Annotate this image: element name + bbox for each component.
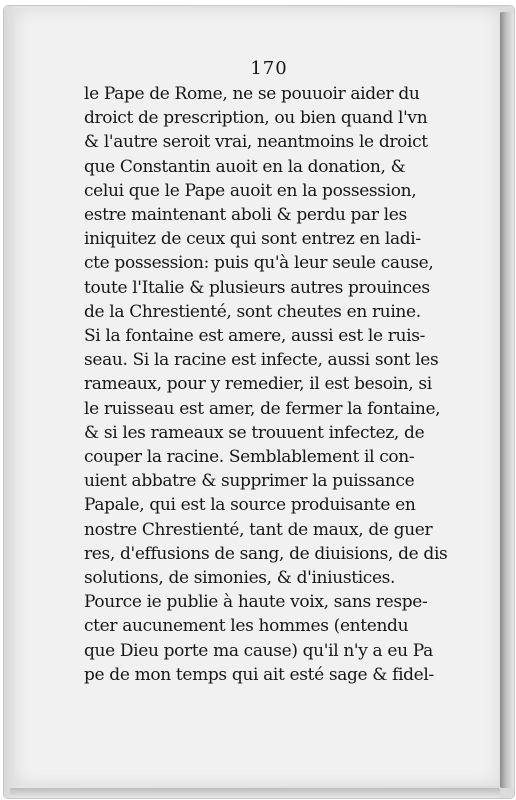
text-line: solutions, de simonies, & d'iniustices. bbox=[84, 568, 396, 589]
text-line: celui que le Pape auoit en la possession, bbox=[84, 180, 417, 201]
text-line: le Pape de Rome, ne se pouuoir aider du bbox=[84, 84, 420, 104]
text-line: Pource ie publie à haute voix, sans respe- bbox=[84, 592, 428, 613]
text-line: que Dieu porte ma cause) qu'il n'y a eu Pa bbox=[84, 640, 433, 661]
text-line: de la Chrestienté, sont cheutes en ruine. bbox=[84, 301, 421, 322]
text-line: que Constantin auoit en la donation, & bbox=[84, 156, 406, 177]
text-line: rameaux, pour y remedier, il est besoin, si bbox=[84, 374, 432, 395]
page-text bbox=[84, 58, 454, 687]
text-line: le ruisseau est amer, de fermer la fontaine, bbox=[84, 398, 441, 419]
text-line: toute l'Italie & plusieurs autres prouinces bbox=[84, 277, 430, 298]
page-number: 170 bbox=[250, 58, 288, 79]
text-line: uient abbatre & supprimer la puissance bbox=[84, 471, 415, 492]
text-line: cter aucunement les hommes (entendu bbox=[84, 616, 409, 637]
page-edge-bottom bbox=[10, 788, 500, 798]
text-line: couper la racine. Semblablement il con- bbox=[84, 447, 415, 468]
text-line: Si la fontaine est amere, aussi est le ruis- bbox=[84, 326, 425, 347]
text-line: & si les rameaux se trouuent infectez, de bbox=[84, 422, 425, 443]
text-line: & l'autre seroit vrai, neantmoins le droict bbox=[84, 132, 428, 153]
text-line: nostre Chrestienté, tant de maux, de guer bbox=[84, 519, 433, 540]
text-line: iniquitez de ceux qui sont entrez en ladi- bbox=[84, 229, 421, 250]
text-line: seau. Si la racine est infecte, aussi sont les bbox=[84, 350, 439, 371]
text-line: droict de prescription, ou bien quand l'vn bbox=[84, 108, 428, 129]
text-line: Papale, qui est la source produisante en bbox=[84, 495, 416, 516]
text-line: res, d'effusions de sang, de diuisions, de dis bbox=[84, 543, 448, 564]
text-line: pe de mon temps qui ait esté sage & fidel- bbox=[84, 664, 434, 685]
text-line: estre maintenant aboli & perdu par les bbox=[84, 205, 407, 226]
text-line: cte possession: puis qu'à leur seule cause, bbox=[84, 253, 434, 274]
page-edge-right bbox=[500, 12, 514, 788]
